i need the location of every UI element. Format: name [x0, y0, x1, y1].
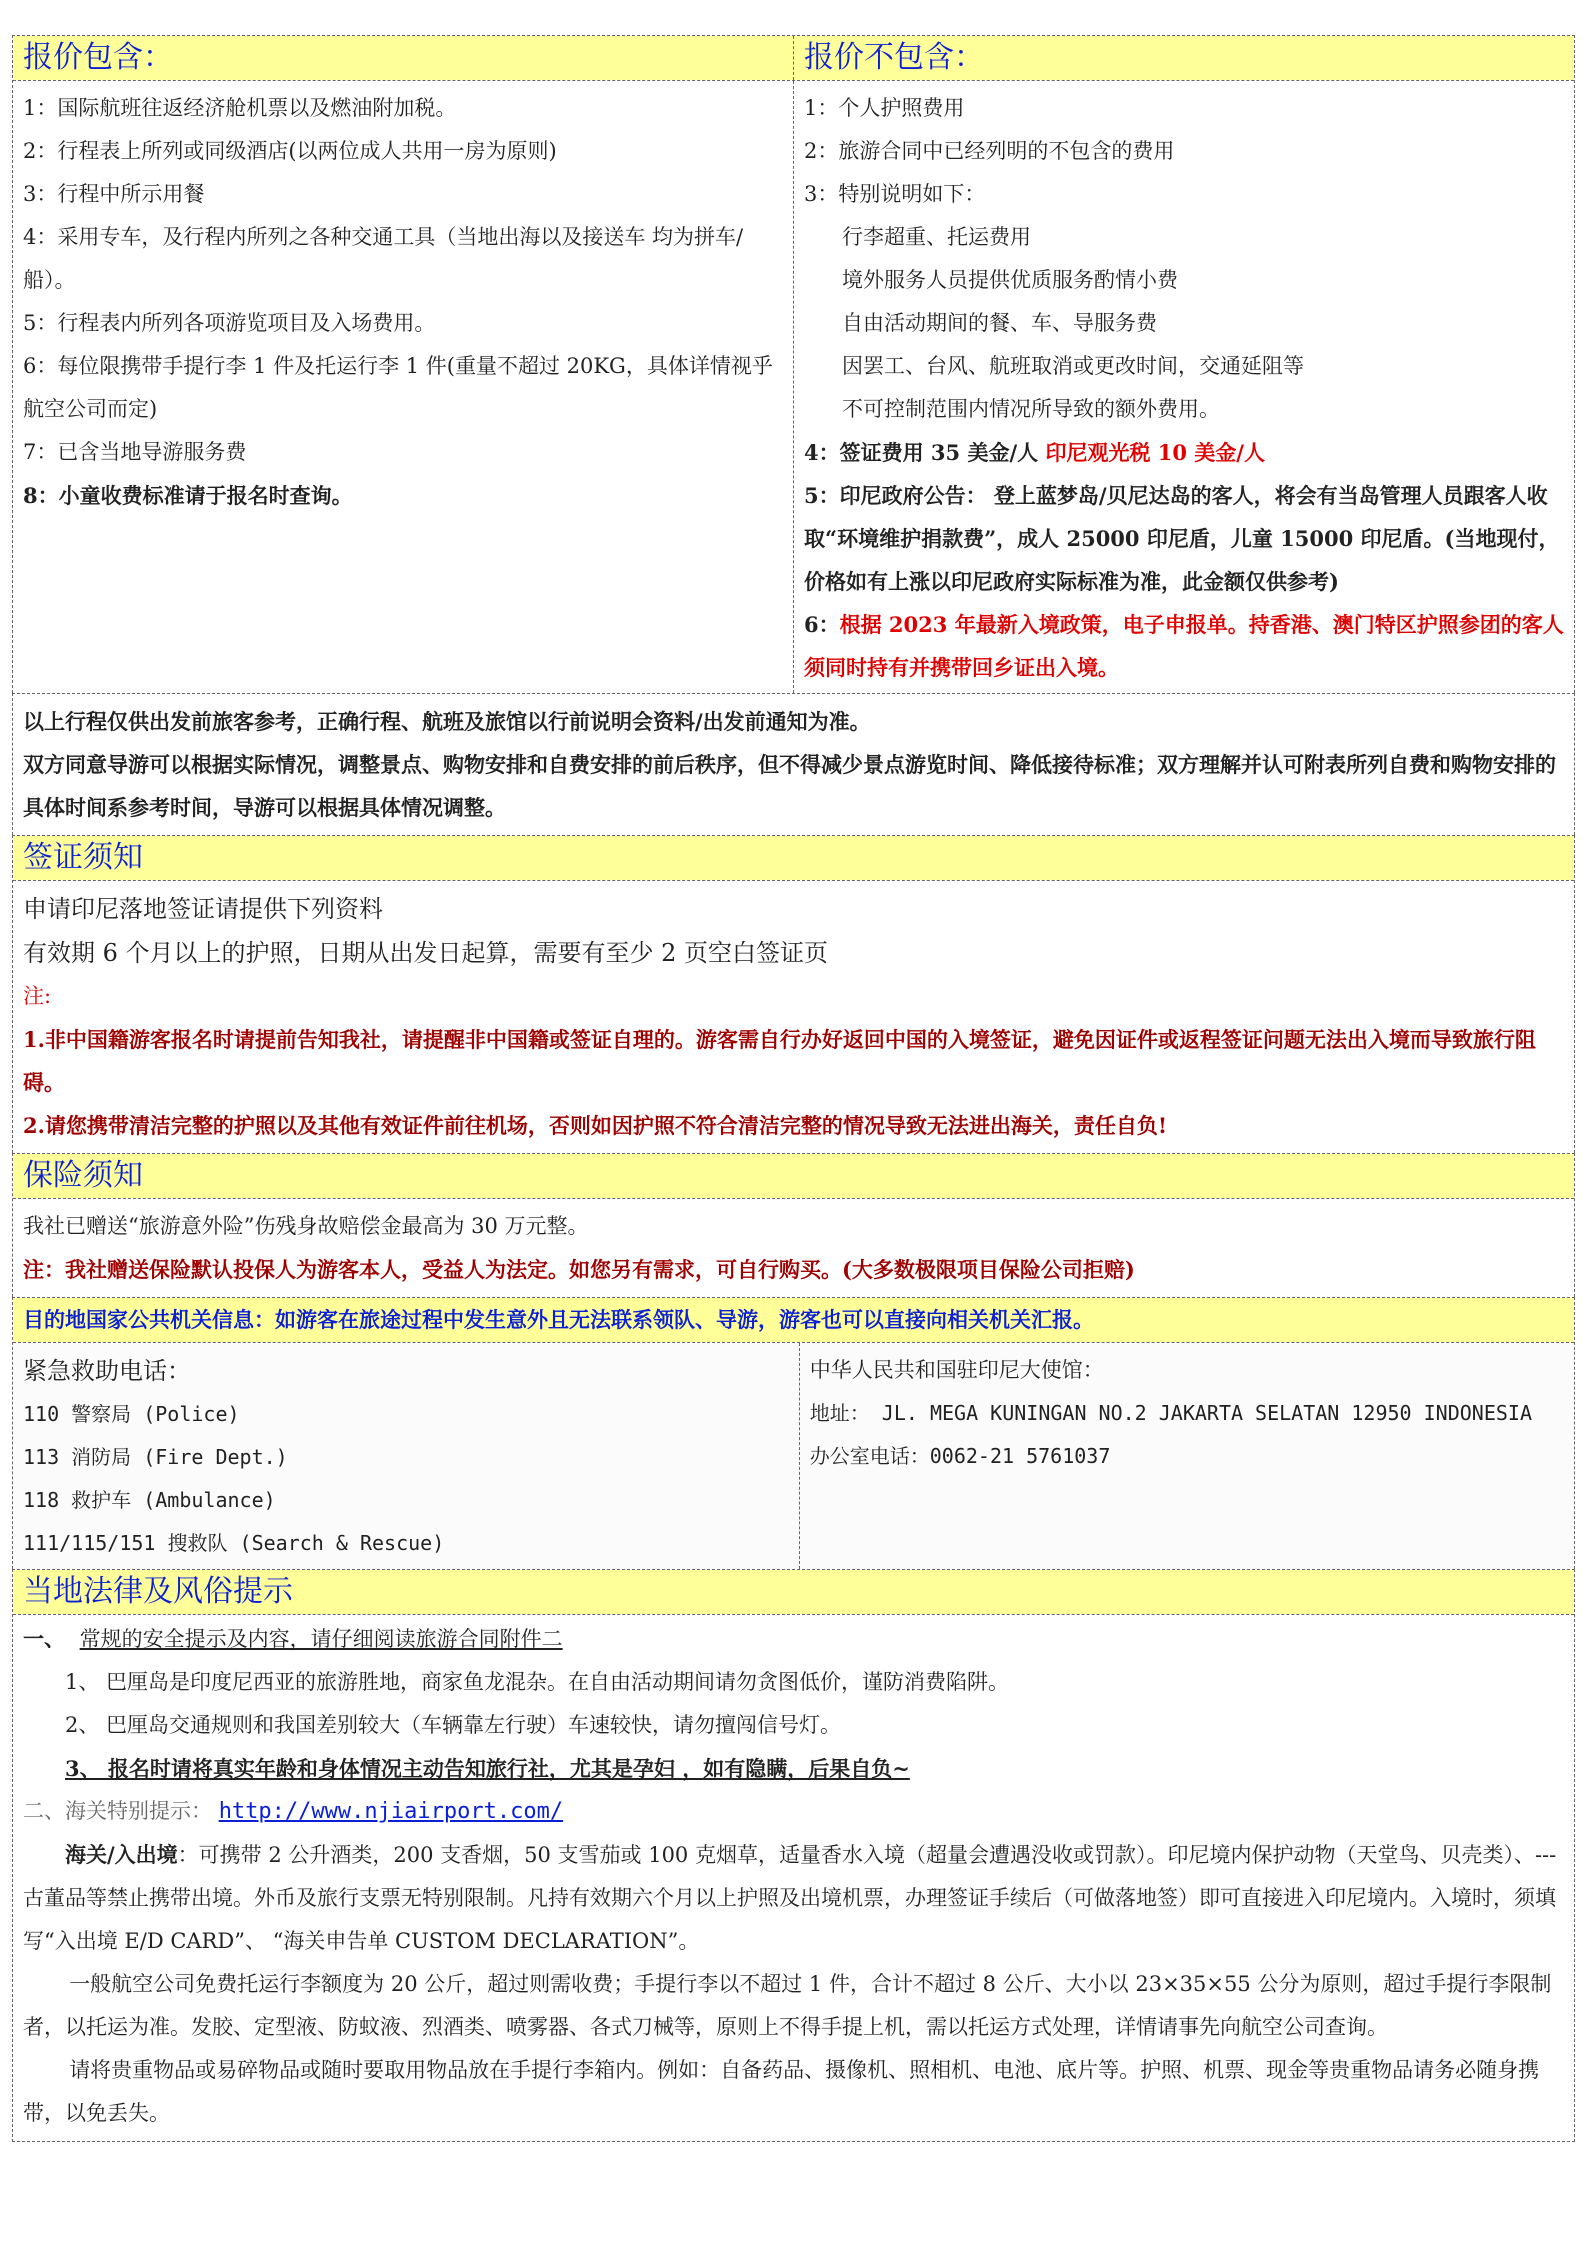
visa-title: 签证须知: [13, 836, 1574, 880]
safety-tip: 2、 巴厘岛交通规则和我国差别较大（车辆靠左行驶）车速较快，请勿擅闯信号灯。: [65, 1713, 842, 1737]
tourism-tax-text: 印尼观光税 10 美金/人: [1045, 440, 1265, 465]
luggage-paragraph: 一般航空公司免费托运行李额度为 20 公斤，超过则需收费；手提行李以不超过 1 件，合计不超过 8 公斤、大小以 23×35×55 公分为原则，超过手提行李限制者，以托运为准。发胶、定型液、防蚊液、烈酒类、喷雾器、各式刀械等，原则上不得手提上机，需以托运方式处理，详情请事先向航空公司查询。: [23, 1972, 1552, 2039]
excluded-list: [793, 81, 1574, 693]
laws-title: 当地法律及风俗提示: [13, 1570, 1574, 1614]
excluded-sub-item: 境外服务人员提供优质服务酌情小费: [842, 268, 1178, 292]
authority-section: [12, 1297, 1575, 1569]
laws-section: [12, 1569, 1575, 2142]
embassy-phone: 办公室电话：0062-21 5761037: [809, 1444, 1111, 1468]
visa-line: 申请印尼落地签证请提供下列资料: [23, 895, 383, 923]
laws-heading-text: 常规的安全提示及内容，请仔细阅读旅游合同附件二: [79, 1627, 563, 1651]
excluded-item: 3：特别说明如下：: [804, 182, 986, 206]
excluded-item-gov-notice: 5：印尼政府公告： 登上蓝梦岛/贝尼达岛的客人，将会有当岛管理人员跟客人收取“环境维护捐款费”，成人 25000 印尼盾，儿童 15000 印尼盾。(当地现付，价格如有上涨以印尼政府实际标准为准，此金额仅供参考): [804, 483, 1560, 594]
customs-text: ：可携带 2 公升酒类，200 支香烟，50 支雪茄或 100 克烟草，适量香水入境（超量会遭遇没收或罚款）。印尼境内保护动物（天堂鸟、贝壳类）、---古董品等禁止携带出境。外币及旅行支票无特别限制。凡持有效期六个月以上护照及出境机票，办理签证手续后（可做落地签）即可直接进入印尼境内。入境时，须填写“入出境 E/D CARD”、 “海关申告单 CUSTOM DECLARATION”。: [23, 1843, 1557, 1953]
included-item: 2：行程表上所列或同级酒店(以两位成人共用一房为原则): [23, 139, 557, 163]
embassy-info: [799, 1343, 1574, 1569]
quote-section: [12, 35, 1575, 693]
excluded-item: 1：个人护照费用: [804, 96, 965, 120]
emergency-numbers: [13, 1343, 799, 1569]
visa-note: 1.非中国籍游客报名时请提前告知我社，请提醒非中国籍或签证自理的。游客需自行办好返回中国的入境签证，避免因证件或返程签证问题无法出入境而导致旅行阻碍。: [23, 1027, 1536, 1095]
safety-tip: 1、 巴厘岛是印度尼西亚的旅游胜地，商家鱼龙混杂。在自由活动期间请勿贪图低价，谨防消费陷阱。: [65, 1670, 1010, 1694]
excluded-sub-item: 行李超重、托运费用: [842, 225, 1031, 249]
excluded-title: 报价不包含：: [793, 36, 1574, 80]
customs-heading-text: 二、海关特别提示：: [23, 1799, 212, 1823]
valuables-paragraph: 请将贵重物品或易碎物品或随时要取用物品放在手提行李箱内。例如：自备药品、摄像机、照相机、电池、底片等。护照、机票、现金等贵重物品请务必随身携带，以免丢失。: [23, 2058, 1540, 2125]
customs-paragraph: [23, 1833, 1564, 1963]
excluded-item-visa-fee: [804, 431, 1564, 474]
safety-tip: 3、 报名时请将真实年龄和身体情况主动告知旅行社，尤其是孕妇 ，如有隐瞒，后果自负~: [65, 1756, 910, 1781]
visa-line: 有效期 6 个月以上的护照，日期从出发日起算，需要有至少 2 页空白签证页: [23, 939, 829, 967]
visa-note: 2.请您携带清洁完整的护照以及其他有效证件前往机场，否则如因护照不符合清洁完整的情况导致无法进出海关，责任自负!: [23, 1113, 1168, 1138]
included-item: 3：行程中所示用餐: [23, 182, 205, 206]
visa-note-label: 注:: [23, 984, 52, 1008]
excluded-item: 2：旅游合同中已经列明的不包含的费用: [804, 139, 1175, 163]
visa-fee-text: 4：签证费用 35 美金/人: [804, 440, 1039, 465]
airport-link[interactable]: http://www.njiairport.com/: [218, 1799, 564, 1824]
embassy-address: 地址： JL. MEGA KUNINGAN NO.2 JAKARTA SELATAN 12950 INDONESIA: [809, 1401, 1533, 1425]
authority-notice: 目的地国家公共机关信息：如游客在旅途过程中发生意外且无法联系领队、导游，游客也可以直接向相关机关汇报。: [13, 1298, 1574, 1342]
entry-policy-num: 6：: [804, 612, 840, 637]
disclaimer-section: [12, 693, 1575, 835]
included-item: 5：行程表内所列各项游览项目及入场费用。: [23, 311, 436, 335]
customs-heading: [23, 1790, 1564, 1833]
insurance-section: [12, 1153, 1575, 1297]
emergency-number: 113 消防局 (Fire Dept.): [23, 1445, 288, 1469]
included-item: 6：每位限携带手提行李 1 件及托运行李 1 件(重量不超过 20KG，具体详情视乎航空公司而定): [23, 354, 773, 421]
excluded-sub-item: 不可控制范围内情况所导致的额外费用。: [842, 397, 1220, 421]
insurance-title: 保险须知: [13, 1154, 1574, 1198]
emergency-number: 118 救护车 (Ambulance): [23, 1488, 276, 1512]
laws-heading: [23, 1617, 1564, 1661]
included-list: [13, 81, 793, 693]
disclaimer-line: 双方同意导游可以根据实际情况，调整景点、购物安排和自费安排的前后秩序，但不得减少景点游览时间、降低接待标准；双方理解并认可附表所列自费和购物安排的具体时间系参考时间，导游可以根据具体情况调整。: [23, 752, 1556, 820]
visa-section: [12, 835, 1575, 1153]
emergency-number: 111/115/151 搜救队 (Search & Rescue): [23, 1531, 445, 1555]
document-page: [12, 35, 1575, 2142]
excluded-sub-item: 因罢工、台风、航班取消或更改时间，交通延阻等: [842, 354, 1304, 378]
included-item: 4：采用专车，及行程内所列之各种交通工具（当地出海以及接送车 均为拼车/船）。: [23, 225, 744, 292]
disclaimer-line: 以上行程仅供出发前旅客参考，正确行程、航班及旅馆以行前说明会资料/出发前通知为准。: [23, 709, 871, 734]
included-item: 7：已含当地导游服务费: [23, 440, 247, 464]
entry-policy-text: 根据 2023 年最新入境政策，电子申报单。持香港、澳门特区护照参团的客人须同时持有并携带回乡证出入境。: [804, 612, 1564, 680]
insurance-note: 注：我社赠送保险默认投保人为游客本人，受益人为法定。如您另有需求，可自行购买。(大多数极限项目保险公司拒赔): [23, 1257, 1135, 1282]
insurance-line: 我社已赠送“旅游意外险”伤残身故赔偿金最高为 30 万元整。: [23, 1214, 589, 1238]
laws-heading-num: 一、: [23, 1626, 65, 1651]
included-item: 1：国际航班往返经济舱机票以及燃油附加税。: [23, 96, 457, 120]
excluded-item-entry-policy: [804, 603, 1564, 689]
emergency-title: 紧急救助电话：: [23, 1357, 191, 1385]
included-item-child-fee: 8：小童收费标准请于报名时查询。: [23, 483, 353, 508]
embassy-title: 中华人民共和国驻印尼大使馆：: [809, 1358, 1104, 1382]
customs-label: 海关/入出境: [65, 1842, 178, 1867]
included-title: 报价包含：: [13, 36, 793, 80]
emergency-number: 110 警察局 (Police): [23, 1402, 240, 1426]
excluded-sub-item: 自由活动期间的餐、车、导服务费: [842, 311, 1157, 335]
